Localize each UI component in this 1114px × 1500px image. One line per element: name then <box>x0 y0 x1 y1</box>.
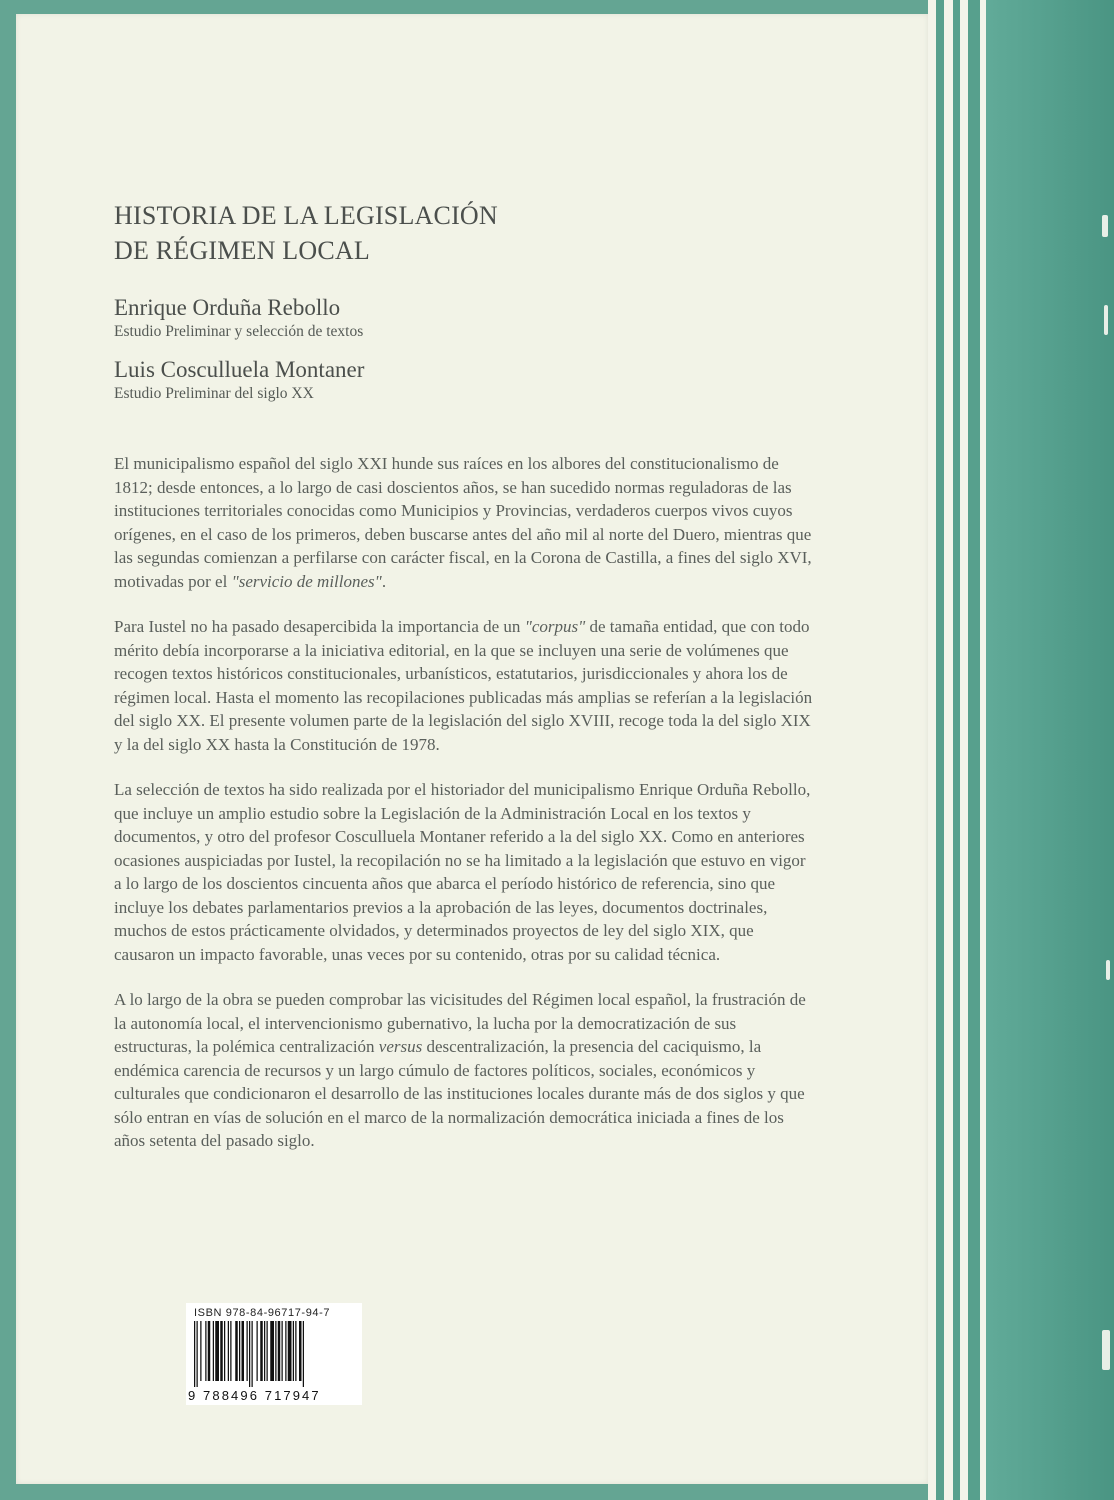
isbn-number: ISBN 978-84-96717-94-7 <box>194 1307 331 1319</box>
spine-stripe <box>980 0 986 1500</box>
author-role: Estudio Preliminar del siglo XX <box>114 385 314 402</box>
paragraph-emphasis: "corpus" <box>524 617 586 636</box>
author-name: Enrique Orduña Rebollo <box>114 295 341 320</box>
spine-lettering <box>1104 305 1108 335</box>
author-block-1 <box>114 294 834 342</box>
author-block-2 <box>114 356 834 404</box>
barcode-icon <box>192 1321 354 1387</box>
title-line-1: HISTORIA DE LA LEGISLACIÓN <box>114 201 498 230</box>
isbn-barcode-label <box>186 1303 362 1405</box>
book-spine <box>928 0 1114 1500</box>
spine-stripe <box>928 0 936 1500</box>
paragraph-emphasis: "servicio de millones" <box>231 571 382 591</box>
author-role: Estudio Preliminar y selección de textos <box>114 323 364 340</box>
blurb-paragraph-2 <box>114 615 814 756</box>
paragraph-text: descentralización, la presencia del caciquismo, la endémica carencia de recursos y un largo cúmulo de factores políticos, sociales, económicos y culturales que condicionaron el desarrollo de las instituciones locales durante más de dos siglos y que sólo entran en vías de solución en el marco de la normalización democrática iniciada a fines de los años setenta del pasado siglo. <box>114 1037 805 1150</box>
spine-lettering <box>1102 1330 1110 1370</box>
blurb <box>114 452 834 1153</box>
paragraph-text: . <box>381 571 387 591</box>
paragraph-emphasis: versus <box>378 1037 423 1056</box>
spine-lettering <box>1106 960 1110 980</box>
blurb-paragraph-4 <box>114 988 814 1153</box>
blurb-paragraph-1 <box>114 452 814 593</box>
spine-lettering <box>1102 215 1108 237</box>
paragraph-text: A lo largo de la obra se pueden comprobar las vicisitudes del Régimen local español, la frustración de la autonomía local, el intervencionismo gubernativo, la lucha por la democratización de sus estructuras, la polémica centralización <box>114 990 806 1056</box>
spine-stripe <box>960 0 968 1500</box>
spine-stripe <box>936 0 944 1500</box>
title-line-2: DE RÉGIMEN LOCAL <box>114 236 370 265</box>
paragraph-text: Para Iustel no ha pasado desapercibida la importancia de un <box>114 617 525 636</box>
spine-stripe <box>953 0 960 1500</box>
spine-stripe <box>944 0 953 1500</box>
book-title <box>114 198 834 268</box>
paragraph-text: de tamaña entidad, que con todo mérito debía incorporarse a la iniciativa editorial, en la que se incluyen una serie de volúmenes que recogen textos históricos constitucionales, urbanísticos, estatutarios, jurisdiccionales y ahora los de régimen local. Hasta el momento las recopilaciones publicadas más amplias se referían a la legislación del siglo XX. El presente volumen parte de la legislación del siglo XVIII, recoge toda la del siglo XIX y la del siglo XX hasta la Constitución de 1978. <box>114 617 813 754</box>
cover-header <box>114 198 834 404</box>
author-name: Luis Cosculluela Montaner <box>114 357 365 382</box>
ean-number: 9 788496 717947 <box>188 1388 321 1403</box>
spine-stripe <box>968 0 980 1500</box>
paragraph-text: El municipalismo español del siglo XXI hunde sus raíces en los albores del constitucionalismo de 1812; desde entonces, a lo largo de casi doscientos años, se han sucedido normas reguladoras de las instituciones territoriales conocidas como Municipios y Provincias, verdaderos cuerpos vivos cuyos orígenes, en el caso de los primeros, deben buscarse antes del año mil al norte del Duero, mientras que las segundas comienzan a perfilarse con carácter fiscal, en la Corona de Castilla, a fines del siglo XVI, motivadas por el <box>114 454 812 591</box>
blurb-paragraph-3: La selección de textos ha sido realizada por el historiador del municipalismo Enrique Orduña Rebollo, que incluye un amplio estudio sobre la Legislación de la Administración Local en los textos y documentos, y otro del profesor Cosculluela Montaner referido a la del siglo XX. Como en anteriores ocasiones auspiciadas por Iustel, la recopilación no se ha limitado a la legislación que estuvo en vigor a lo largo de los doscientos cincuenta años que abarca el período histórico de referencia, sino que incluye los debates parlamentarios previos a la aprobación de las leyes, documentos doctrinales, muchos de estos prácticamente olvidados, y determinados proyectos de ley del siglo XIX, que causaron un impacto favorable, unas veces por su contenido, otras por su calidad técnica. <box>114 780 811 964</box>
